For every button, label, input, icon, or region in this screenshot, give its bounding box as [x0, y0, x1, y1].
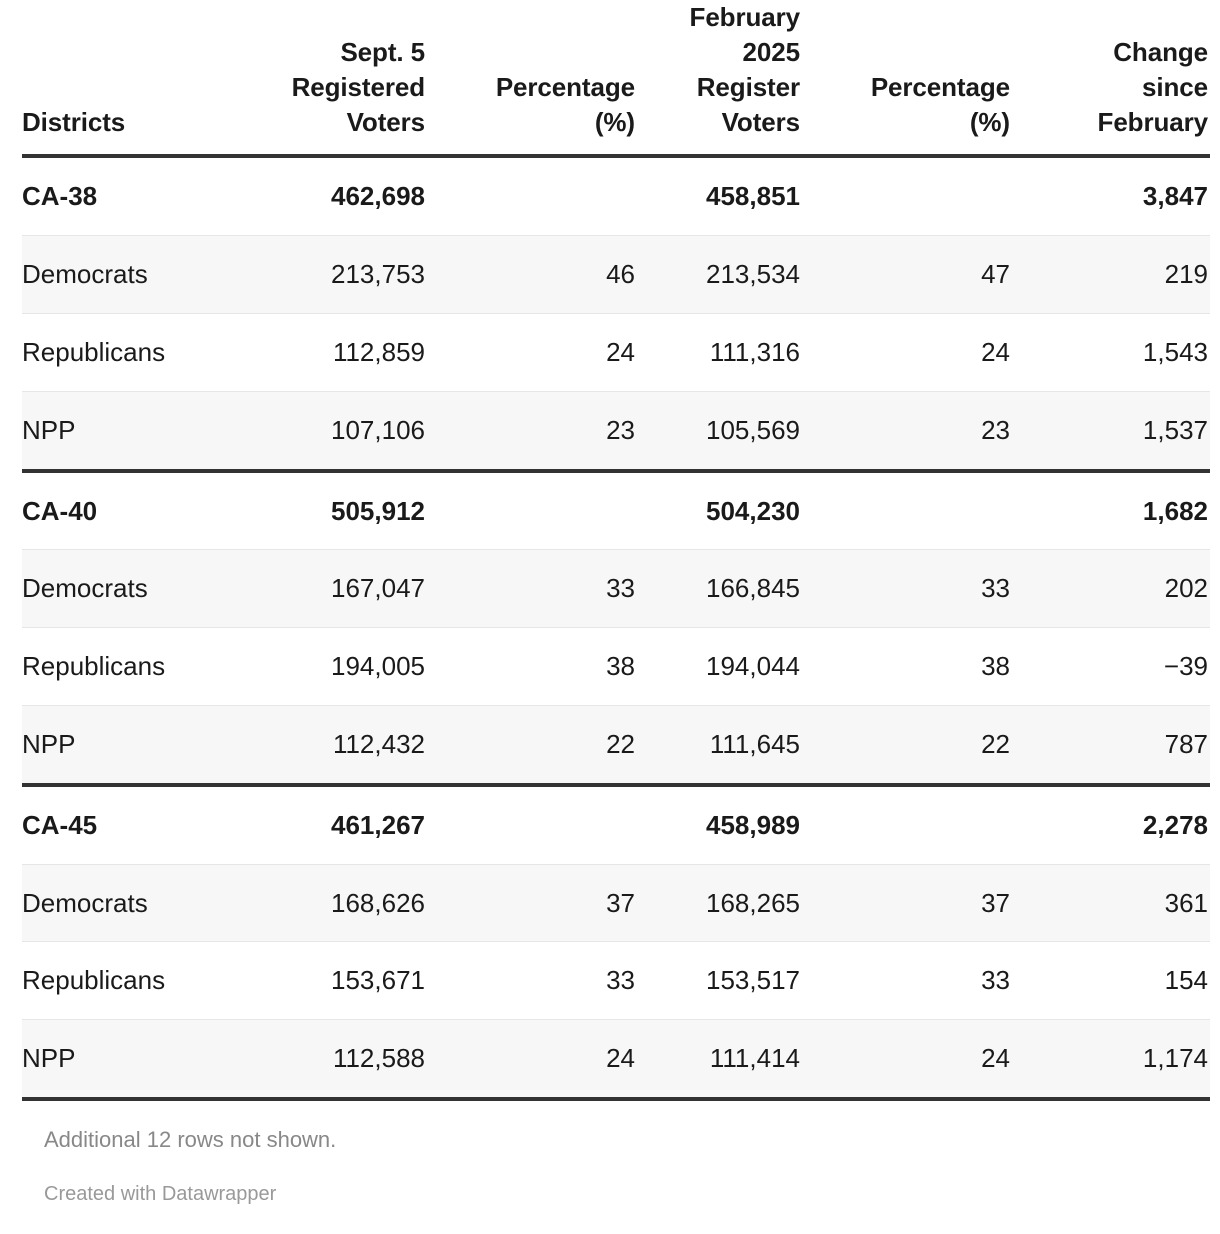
cell-change-since-february: 2,278: [1012, 785, 1210, 864]
table-row: [22, 864, 1210, 942]
cell-percentage-2: 37: [802, 864, 1012, 942]
header-line: February: [689, 2, 800, 32]
table-row: [22, 236, 1210, 314]
voter-registration-table: [22, 0, 1210, 1101]
cell-percentage-1: [427, 156, 637, 235]
cell-percentage-1: [427, 785, 637, 864]
cell-change-since-february: 3,847: [1012, 156, 1210, 235]
header-line: Voters: [346, 107, 425, 138]
cell-sept5-registered-voters: 213,753: [237, 236, 427, 314]
cell-february-register-voters: 213,534: [637, 236, 802, 314]
cell-percentage-2: 24: [802, 1020, 1012, 1099]
cell-sept5-registered-voters: 167,047: [237, 550, 427, 628]
header-line: Change: [1113, 37, 1208, 68]
cell-february-register-voters: 504,230: [637, 471, 802, 550]
cell-percentage-1: 33: [427, 550, 637, 628]
cell-percentage-1: [427, 471, 637, 550]
header-line: February: [1097, 107, 1208, 138]
cell-district: CA-45: [22, 785, 237, 864]
cell-sept5-registered-voters: 153,671: [237, 942, 427, 1020]
table-row-district: [22, 471, 1210, 550]
cell-district: NPP: [22, 705, 237, 784]
table-header: [22, 0, 1210, 156]
cell-percentage-2: [802, 785, 1012, 864]
table-row-district: [22, 156, 1210, 235]
cell-february-register-voters: 458,851: [637, 156, 802, 235]
cell-percentage-1: 24: [427, 313, 637, 391]
cell-sept5-registered-voters: 505,912: [237, 471, 427, 550]
header-line: Percentage: [870, 72, 1010, 103]
cell-district: Republicans: [22, 313, 237, 391]
cell-percentage-2: 47: [802, 236, 1012, 314]
cell-sept5-registered-voters: 107,106: [237, 391, 427, 470]
cell-february-register-voters: 166,845: [637, 550, 802, 628]
cell-change-since-february: 1,682: [1012, 471, 1210, 550]
cell-sept5-registered-voters: 168,626: [237, 864, 427, 942]
cell-percentage-2: 24: [802, 313, 1012, 391]
truncation-note: Additional 12 rows not shown.: [44, 1126, 337, 1152]
cell-district: Republicans: [22, 628, 237, 706]
cell-percentage-1: 23: [427, 391, 637, 470]
cell-percentage-1: 33: [427, 942, 637, 1020]
datawrapper-credit: Created with Datawrapper: [44, 1182, 277, 1205]
cell-percentage-2: 33: [802, 550, 1012, 628]
cell-february-register-voters: 111,316: [637, 313, 802, 391]
cell-percentage-2: 38: [802, 628, 1012, 706]
header-line: Registered: [291, 72, 425, 103]
cell-district: CA-38: [22, 156, 237, 235]
table-row: [22, 942, 1210, 1020]
cell-change-since-february: 219: [1012, 236, 1210, 314]
cell-district: Democrats: [22, 864, 237, 942]
cell-february-register-voters: 168,265: [637, 864, 802, 942]
cell-percentage-1: 38: [427, 628, 637, 706]
header-line: Districts: [22, 107, 126, 138]
cell-february-register-voters: 153,517: [637, 942, 802, 1020]
header-line: since: [1142, 72, 1208, 103]
cell-change-since-february: −39: [1012, 628, 1210, 706]
column-header-change-since-february[interactable]: [1012, 0, 1210, 156]
header-line: Register: [696, 72, 800, 103]
cell-sept5-registered-voters: 194,005: [237, 628, 427, 706]
cell-district: Democrats: [22, 550, 237, 628]
cell-percentage-2: [802, 471, 1012, 550]
cell-district: Republicans: [22, 942, 237, 1020]
cell-percentage-2: [802, 156, 1012, 235]
table-row: [22, 1020, 1210, 1099]
cell-change-since-february: 154: [1012, 942, 1210, 1020]
cell-february-register-voters: 111,645: [637, 705, 802, 784]
column-header-february-2025-register-voters[interactable]: [637, 0, 802, 156]
cell-percentage-1: 46: [427, 236, 637, 314]
cell-percentage-1: 22: [427, 705, 637, 784]
table-row: [22, 705, 1210, 784]
cell-sept5-registered-voters: 112,588: [237, 1020, 427, 1099]
cell-percentage-1: 37: [427, 864, 637, 942]
table-body: [22, 156, 1210, 1099]
cell-percentage-2: 23: [802, 391, 1012, 470]
cell-change-since-february: 361: [1012, 864, 1210, 942]
cell-percentage-2: 33: [802, 942, 1012, 1020]
cell-change-since-february: 787: [1012, 705, 1210, 784]
cell-february-register-voters: 111,414: [637, 1020, 802, 1099]
cell-sept5-registered-voters: 112,859: [237, 313, 427, 391]
cell-change-since-february: 1,543: [1012, 313, 1210, 391]
cell-district: NPP: [22, 391, 237, 470]
cell-district: Democrats: [22, 236, 237, 314]
cell-district: CA-40: [22, 471, 237, 550]
table-row: [22, 628, 1210, 706]
cell-percentage-1: 24: [427, 1020, 637, 1099]
cell-sept5-registered-voters: 112,432: [237, 705, 427, 784]
table-row-district: [22, 785, 1210, 864]
header-line: Voters: [721, 107, 800, 138]
column-header-percentage-2[interactable]: [802, 0, 1012, 156]
cell-february-register-voters: 458,989: [637, 785, 802, 864]
cell-sept5-registered-voters: 461,267: [237, 785, 427, 864]
cell-sept5-registered-voters: 462,698: [237, 156, 427, 235]
column-header-sept5-registered-voters[interactable]: [237, 0, 427, 156]
cell-district: NPP: [22, 1020, 237, 1099]
header-line: (%): [969, 107, 1010, 138]
column-header-percentage-1[interactable]: [427, 0, 637, 156]
cell-change-since-february: 202: [1012, 550, 1210, 628]
table-row: [22, 313, 1210, 391]
cell-change-since-february: 1,174: [1012, 1020, 1210, 1099]
header-line: 2025: [742, 37, 800, 68]
table-row: [22, 550, 1210, 628]
column-header-districts[interactable]: [22, 0, 237, 156]
header-row: [22, 0, 1210, 156]
cell-february-register-voters: 105,569: [637, 391, 802, 470]
header-line: Sept. 5: [340, 37, 425, 68]
header-line: (%): [594, 107, 635, 138]
table-row: [22, 391, 1210, 470]
cell-change-since-february: 1,537: [1012, 391, 1210, 470]
header-line: Percentage: [495, 72, 635, 103]
cell-percentage-2: 22: [802, 705, 1012, 784]
cell-february-register-voters: 194,044: [637, 628, 802, 706]
